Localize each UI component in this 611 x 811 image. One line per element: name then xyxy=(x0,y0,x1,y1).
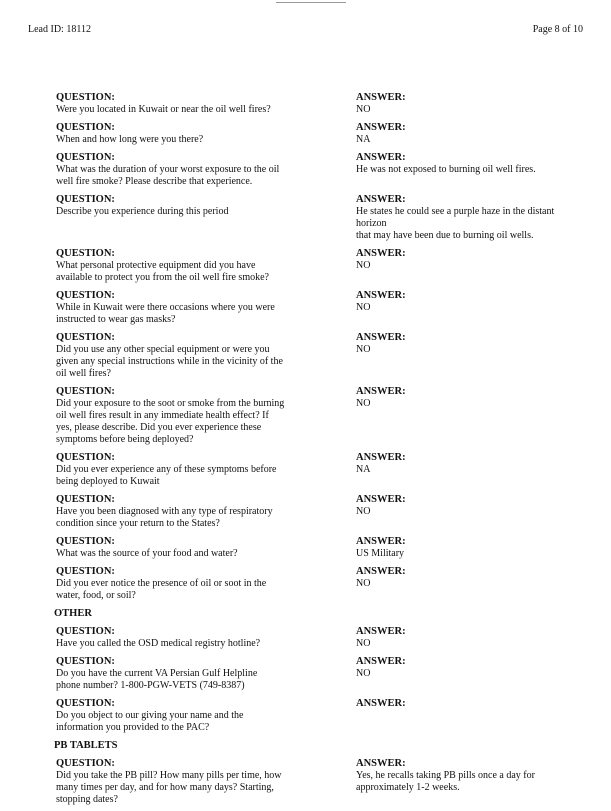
question-text: When and how long were you there? xyxy=(56,134,204,145)
answer-block xyxy=(356,697,574,734)
qa-item xyxy=(56,625,574,650)
question-text: What was the duration of your worst exposure to the oil well fire smoke? Please describe that experience. xyxy=(56,164,280,187)
question-block xyxy=(56,331,288,380)
answer-text: NO xyxy=(356,344,371,355)
question-label: QUESTION: xyxy=(56,92,115,103)
answer-block xyxy=(356,385,574,446)
question-label: QUESTION: xyxy=(56,332,115,343)
answer-label: ANSWER: xyxy=(356,386,406,397)
answer-block xyxy=(356,565,574,602)
question-text: Have you been diagnosed with any type of respiratory condition since your return to the States? xyxy=(56,506,273,529)
question-block xyxy=(56,565,288,602)
question-block xyxy=(56,655,288,692)
question-text: Did you use any other special equipment or were you given any special instructions while in the vicinity of the oil well fires? xyxy=(56,344,283,379)
answer-text: NO xyxy=(356,506,371,517)
question-label: QUESTION: xyxy=(56,758,115,769)
question-block xyxy=(56,493,288,530)
question-label: QUESTION: xyxy=(56,566,115,577)
answer-label: ANSWER: xyxy=(356,290,406,301)
top-rule xyxy=(276,2,346,3)
answer-block xyxy=(356,451,574,488)
answer-label: ANSWER: xyxy=(356,122,406,133)
answer-block xyxy=(356,757,574,806)
answer-label: ANSWER: xyxy=(356,758,406,769)
qa-item xyxy=(56,121,574,146)
answer-label: ANSWER: xyxy=(356,656,406,667)
qa-item xyxy=(56,697,574,734)
qa-item xyxy=(56,655,574,692)
question-text: What was the source of your food and water? xyxy=(56,548,238,559)
answer-label: ANSWER: xyxy=(356,626,406,637)
qa-item xyxy=(56,193,574,242)
question-label: QUESTION: xyxy=(56,248,115,259)
question-block xyxy=(56,193,288,242)
question-block xyxy=(56,289,288,326)
answer-text: NO xyxy=(356,638,371,649)
answer-text: NO xyxy=(356,668,371,679)
question-label: QUESTION: xyxy=(56,290,115,301)
question-block xyxy=(56,697,288,734)
answer-text: NO xyxy=(356,260,371,271)
answer-text: NO xyxy=(356,578,371,589)
qa-item xyxy=(56,91,574,116)
answer-label: ANSWER: xyxy=(356,332,406,343)
question-label: QUESTION: xyxy=(56,656,115,667)
section-heading-pb-tablets: PB TABLETS xyxy=(54,740,118,751)
qa-item xyxy=(56,565,574,602)
answer-text: NA xyxy=(356,134,371,145)
answer-text: He was not exposed to burning oil well fires. xyxy=(356,164,536,175)
answer-label: ANSWER: xyxy=(356,152,406,163)
answer-text: US Military xyxy=(356,548,405,559)
answer-block xyxy=(356,151,574,188)
answer-block xyxy=(356,331,574,380)
answer-label: ANSWER: xyxy=(356,536,406,547)
question-label: QUESTION: xyxy=(56,194,115,205)
answer-block xyxy=(356,535,574,560)
answer-block xyxy=(356,655,574,692)
section-heading-other: OTHER xyxy=(54,608,92,619)
qa-item xyxy=(56,451,574,488)
answer-text: NO xyxy=(356,398,371,409)
answer-text: Yes, he recalls taking PB pills once a day for approximately 1-2 weeks. xyxy=(356,770,535,793)
question-block xyxy=(56,625,288,650)
qa-item xyxy=(56,535,574,560)
qa-content xyxy=(56,91,574,811)
question-label: QUESTION: xyxy=(56,452,115,463)
question-text: Did you ever experience any of these symptoms before being deployed to Kuwait xyxy=(56,464,277,487)
question-text: Describe you experience during this period xyxy=(56,206,229,217)
question-text: Did you ever notice the presence of oil or soot in the water, food, or soil? xyxy=(56,578,267,601)
question-text: Do you object to our giving your name and the information you provided to the PAC? xyxy=(56,710,244,733)
answer-text: NA xyxy=(356,464,371,475)
question-label: QUESTION: xyxy=(56,122,115,133)
qa-item xyxy=(56,493,574,530)
question-block xyxy=(56,91,288,116)
answer-label: ANSWER: xyxy=(356,566,406,577)
answer-text: He states he could see a purple haze in the distant horizon that may have been due to burning oil wells. xyxy=(356,206,555,241)
question-label: QUESTION: xyxy=(56,536,115,547)
lead-id: Lead ID: 18112 xyxy=(28,24,91,35)
question-label: QUESTION: xyxy=(56,626,115,637)
answer-block xyxy=(356,493,574,530)
question-label: QUESTION: xyxy=(56,698,115,709)
answer-block xyxy=(356,91,574,116)
answer-label: ANSWER: xyxy=(356,494,406,505)
question-label: QUESTION: xyxy=(56,494,115,505)
question-block xyxy=(56,535,288,560)
question-text: Do you have the current VA Persian Gulf Helpline phone number? 1-800-PGW-VETS (749-8387) xyxy=(56,668,258,691)
question-label: QUESTION: xyxy=(56,152,115,163)
qa-item xyxy=(56,331,574,380)
question-text: Have you called the OSD medical registry hotline? xyxy=(56,638,261,649)
question-block xyxy=(56,247,288,284)
answer-block xyxy=(356,289,574,326)
page-number: Page 8 of 10 xyxy=(532,24,583,35)
question-text: Did you take the PB pill? How many pills per time, how many times per day, and for how many days? Starting, stopping dates? xyxy=(56,770,282,805)
answer-block xyxy=(356,121,574,146)
question-text: What personal protective equipment did you have available to protect you from the oil well fire smoke? xyxy=(56,260,269,283)
answer-label: ANSWER: xyxy=(356,248,406,259)
answer-block xyxy=(356,625,574,650)
answer-text: NO xyxy=(356,302,371,313)
question-block xyxy=(56,121,288,146)
qa-item xyxy=(56,151,574,188)
question-block xyxy=(56,757,288,806)
qa-item xyxy=(56,289,574,326)
question-label: QUESTION: xyxy=(56,386,115,397)
question-text: Did your exposure to the soot or smoke from the burning oil well fires result in any immediate health effect? If yes, please describe. Did you ever experience these symptoms before being deployed? xyxy=(56,398,285,445)
qa-item xyxy=(56,757,574,806)
question-block xyxy=(56,385,288,446)
answer-label: ANSWER: xyxy=(356,452,406,463)
answer-label: ANSWER: xyxy=(356,698,406,709)
qa-item xyxy=(56,385,574,446)
answer-label: ANSWER: xyxy=(356,92,406,103)
answer-label: ANSWER: xyxy=(356,194,406,205)
page-header xyxy=(28,24,583,35)
answer-text: NO xyxy=(356,104,371,115)
answer-block xyxy=(356,193,574,242)
question-text: While in Kuwait were there occasions where you were instructed to wear gas masks? xyxy=(56,302,275,325)
answer-block xyxy=(356,247,574,284)
question-block xyxy=(56,451,288,488)
question-block xyxy=(56,151,288,188)
qa-item xyxy=(56,247,574,284)
question-text: Were you located in Kuwait or near the oil well fires? xyxy=(56,104,271,115)
